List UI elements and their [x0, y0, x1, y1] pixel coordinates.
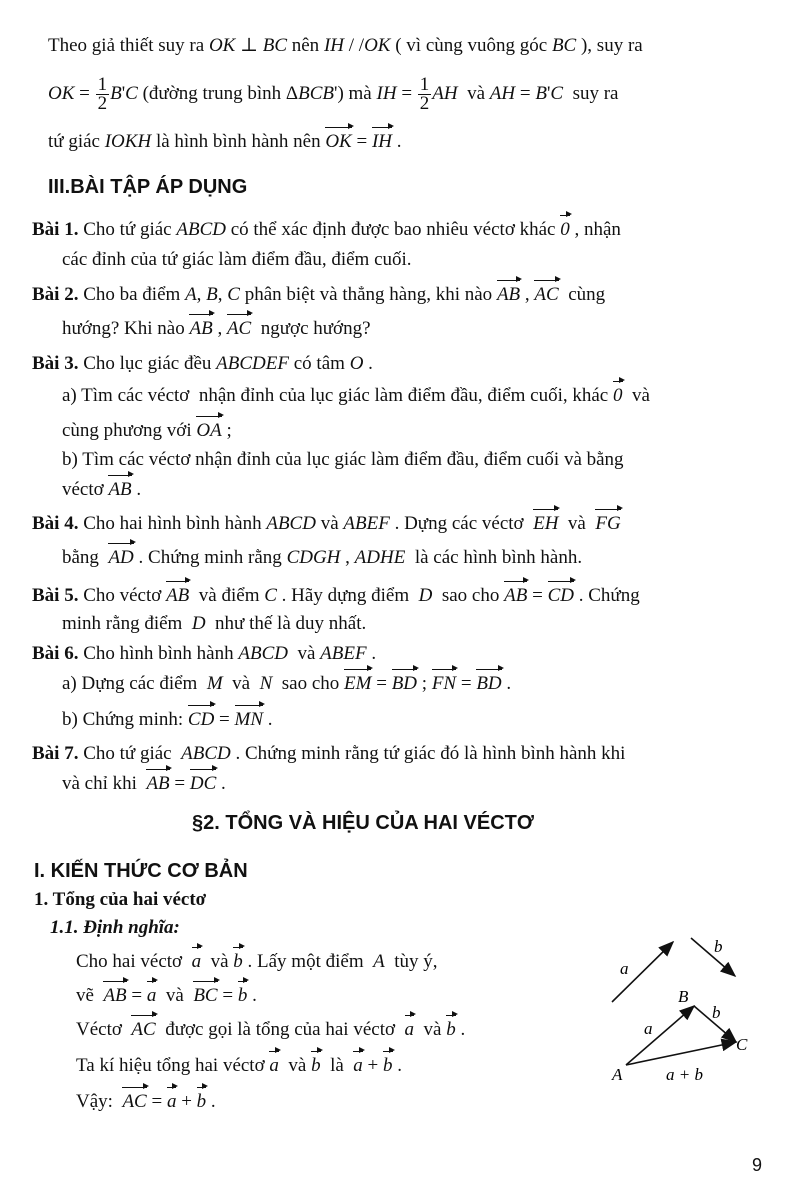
- exercise-6-b: b) Chứng minh: CD = MN .: [62, 709, 273, 730]
- label-b-free: b: [714, 937, 723, 956]
- vector-b-free: [691, 938, 735, 976]
- label-a-free: a: [620, 959, 629, 978]
- definition-line-4: Ta kí hiệu tổng hai véctơ a và b là a + b .: [76, 1055, 403, 1076]
- chapter-title: §2. TỔNG VÀ HIỆU CỦA HAI VÉCTƠ: [192, 812, 534, 834]
- section-1-title: I. KIẾN THỨC CƠ BẢN: [34, 860, 248, 882]
- definition-title: 1.1. Định nghĩa:: [50, 917, 180, 938]
- intro-line-1: Theo giả thiết suy ra OK ⊥ BC nên IH / /OK ( vì cùng vuông góc BC ), suy ra: [48, 35, 643, 56]
- intro-line-3: tứ giác IOKH là hình bình hành nên OK = IH .: [48, 131, 402, 152]
- exercise-1-cont: các đỉnh của tứ giác làm điểm đầu, điểm cuối.: [62, 249, 412, 270]
- definition-line-5: Vậy: AC = a + b .: [76, 1091, 216, 1112]
- definition-line-2: vẽ AB = a và BC = b .: [76, 985, 257, 1006]
- section-3-title: III.BÀI TẬP ÁP DỤNG: [48, 176, 248, 198]
- exercise-3-a2: cùng phương với OA ;: [62, 420, 232, 441]
- exercise-4: Bài 4. Cho hai hình bình hành ABCD và ABEF . Dựng các véctơ EH và FG: [32, 513, 621, 534]
- label-a-on-AB: a: [644, 1019, 653, 1038]
- vector-AB: [626, 1006, 694, 1065]
- label-point-B: B: [678, 987, 689, 1006]
- exercise-3-a1: a) Tìm các véctơ nhận đỉnh của lục giác làm điểm đầu, điểm cuối, khác 0 và: [62, 385, 650, 406]
- exercise-3: Bài 3. Cho lục giác đều ABCDEF có tâm O .: [32, 353, 373, 374]
- exercise-3-b1: b) Tìm các véctơ nhận đỉnh của lục giác làm điểm đầu, điểm cuối và bằng: [62, 449, 624, 470]
- vector-AC: [626, 1042, 736, 1065]
- label-point-C: C: [736, 1035, 748, 1054]
- exercise-6: Bài 6. Cho hình bình hành ABCD và ABEF .: [32, 643, 377, 664]
- exercise-5: Bài 5. Cho véctơ AB và điểm C . Hãy dựng điểm D sao cho AB = CD . Chứng: [32, 585, 640, 606]
- exercise-2-cont: hướng? Khi nào AB , AC ngược hướng?: [62, 318, 371, 339]
- vector-sum-figure: [600, 930, 800, 1090]
- definition-line-1: Cho hai véctơ a và b . Lấy một điểm A tùy ý,: [76, 951, 438, 972]
- subsection-title: 1. Tổng của hai véctơ: [34, 889, 207, 910]
- label-b-on-BC: b: [712, 1003, 721, 1022]
- exercise-5-cont: minh rằng điểm D như thế là duy nhất.: [62, 613, 367, 634]
- label-sum: a + b: [666, 1065, 703, 1084]
- label-point-A: A: [612, 1065, 623, 1084]
- definition-line-3: Véctơ AC được gọi là tổng của hai véctơ a và b .: [76, 1019, 466, 1040]
- exercise-6-a: a) Dựng các điểm M và N sao cho EM = BD ; FN = BD .: [62, 673, 512, 694]
- exercise-1: Bài 1. Cho tứ giác ABCD có thể xác định được bao nhiêu véctơ khác 0 , nhận: [32, 219, 621, 240]
- exercise-7-cont: và chỉ khi AB = DC .: [62, 773, 226, 794]
- exercise-4-cont: bằng AD . Chứng minh rằng CDGH , ADHE là các hình bình hành.: [62, 547, 583, 568]
- exercise-3-b2: véctơ AB .: [62, 479, 142, 500]
- intro-line-2: OK = $\frac{1}{2}$ B'C (đường trung bình ΔBCB') mà IH = $\frac{1}{2}$ AH và AH = B'C suy ra: [48, 74, 619, 114]
- page-number: 9: [752, 1155, 763, 1175]
- exercise-7: Bài 7. Cho tứ giác ABCD . Chứng minh rằng tứ giác đó là hình bình hành khi: [32, 743, 626, 764]
- exercise-2: Bài 2. Cho ba điểm A, B, C phân biệt và thẳng hàng, khi nào AB , AC cùng: [32, 284, 606, 305]
